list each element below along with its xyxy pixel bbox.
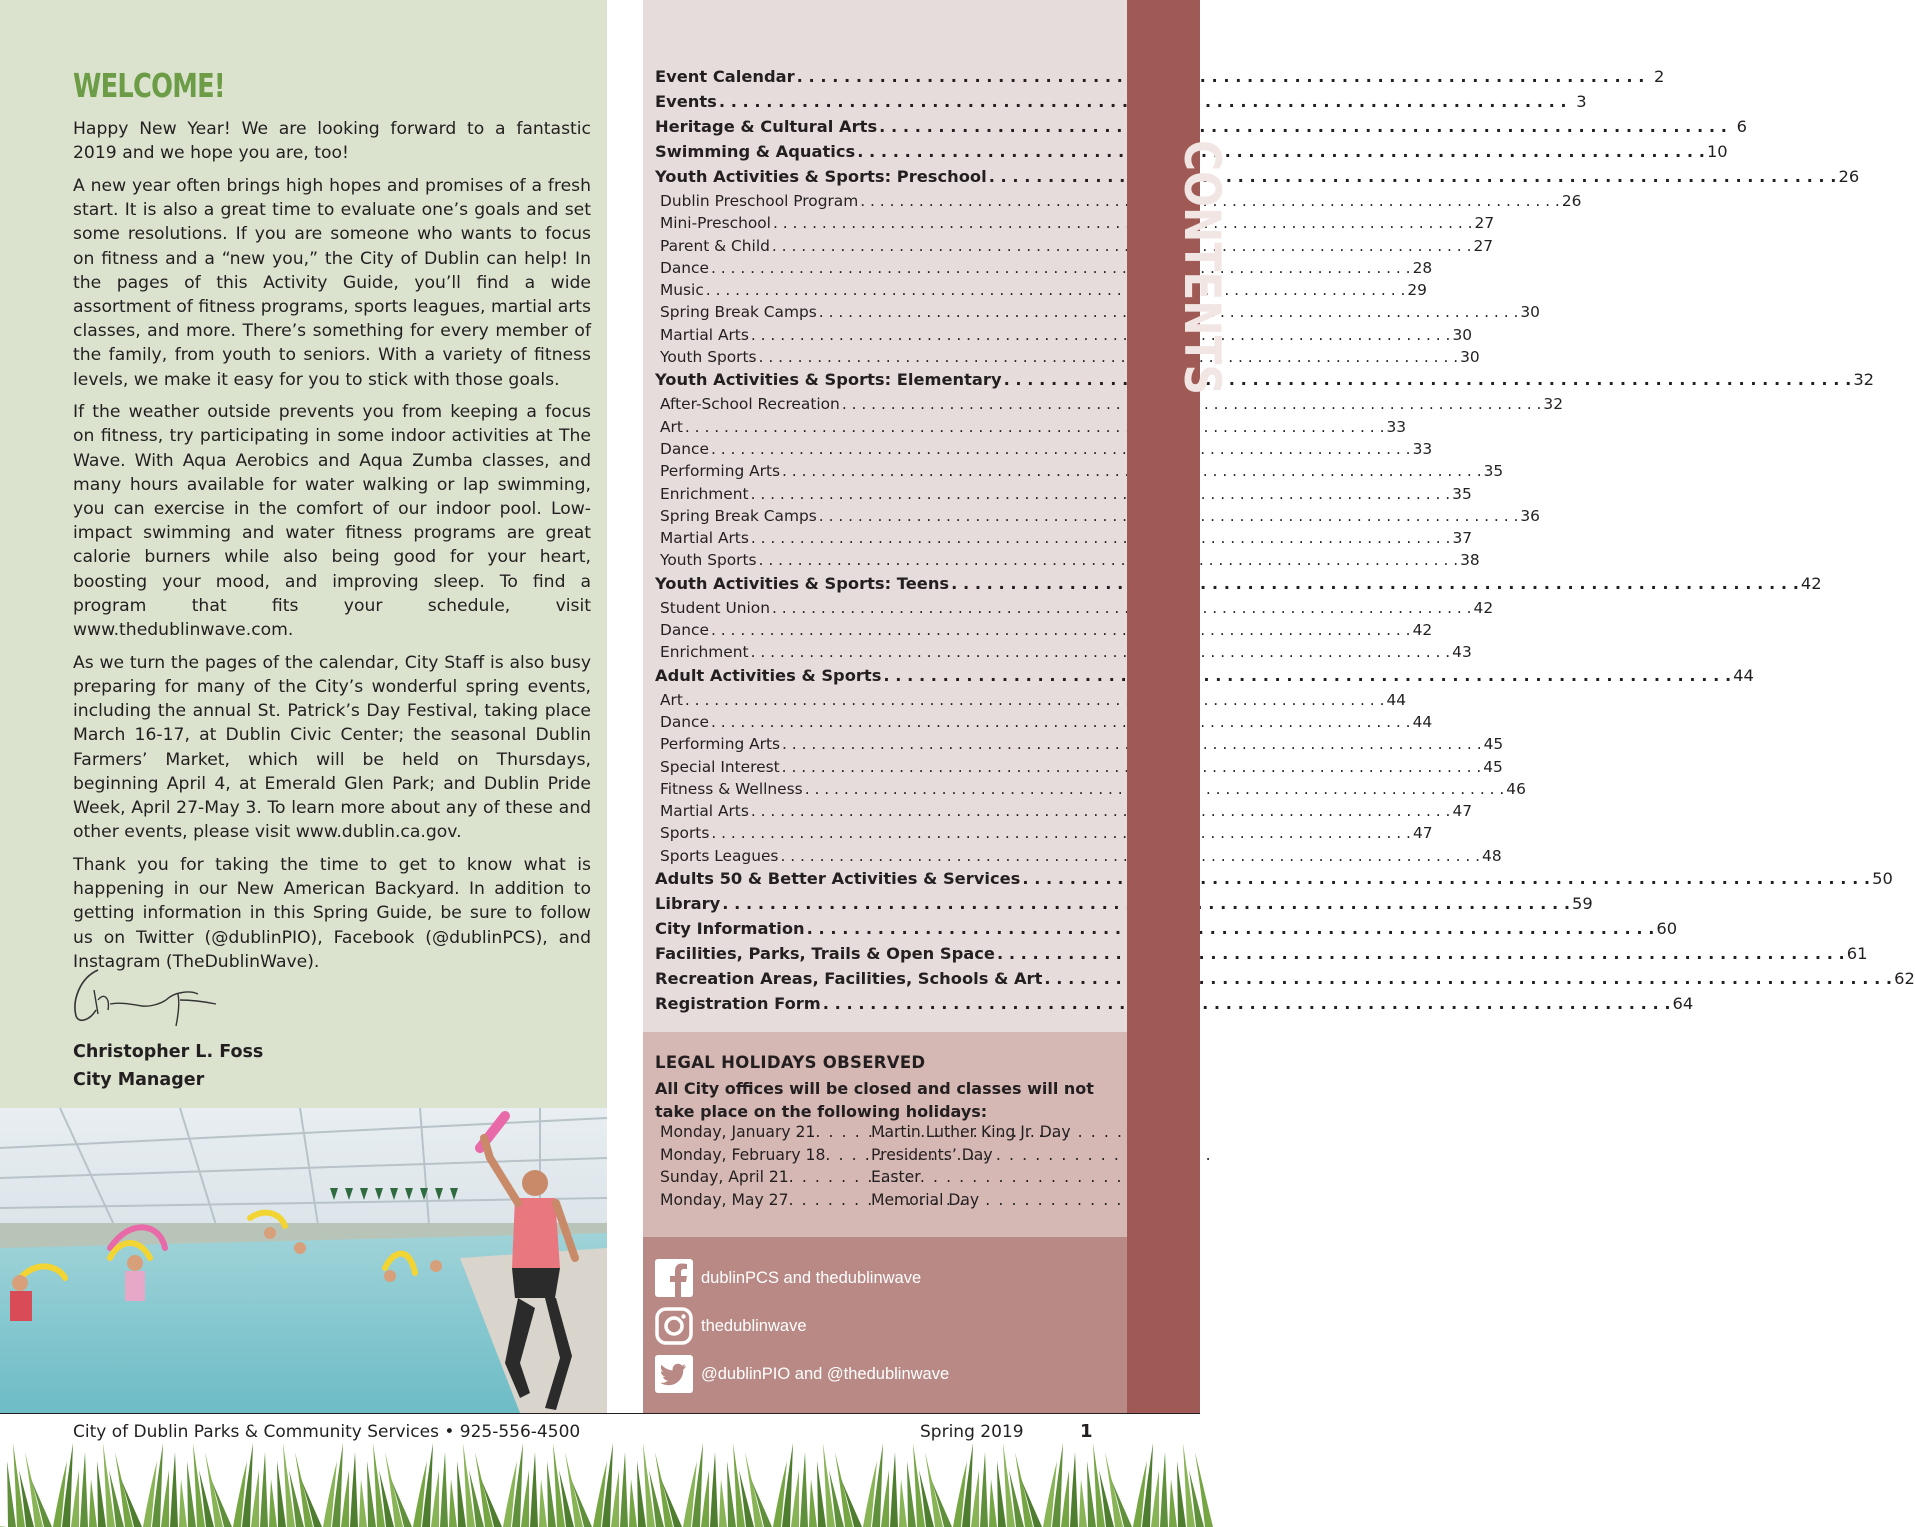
facebook-icon <box>655 1259 693 1297</box>
aqua-fitness-photo <box>0 1108 607 1413</box>
toc-page-number: 37 <box>1452 529 1473 548</box>
toc-label: Martial Arts <box>660 325 749 344</box>
toc-label: Parent & Child <box>660 236 770 255</box>
toc-page-number: 2 <box>1654 67 1665 86</box>
grass-blade <box>103 1443 115 1527</box>
grass-blade <box>1070 1452 1078 1527</box>
page-number: 1 <box>1080 1421 1093 1442</box>
toc-subsection <box>655 281 1427 303</box>
toc-section <box>655 919 1678 944</box>
grass-decoration <box>0 1440 1200 1527</box>
toc-label: Dance <box>660 712 709 731</box>
toc-label: Performing Arts <box>660 735 781 754</box>
grass-blade <box>1169 1479 1177 1527</box>
grass-blade <box>791 1470 799 1527</box>
toc-subsection <box>655 824 1433 846</box>
toc-leader-dots <box>989 167 1837 186</box>
grass-blade <box>611 1470 619 1527</box>
grass-blade <box>530 1452 538 1527</box>
toc-page-number: 27 <box>1474 214 1495 233</box>
toc-label: Library <box>655 894 721 914</box>
grass-blade <box>989 1479 997 1527</box>
social-instagram[interactable] <box>655 1307 807 1345</box>
grass-blade <box>539 1479 547 1527</box>
toc-subsection <box>655 303 1540 325</box>
toc-leader-dots <box>879 117 1727 136</box>
grass-blade <box>971 1470 979 1527</box>
holiday-date: Sunday, April 21 <box>660 1168 789 1187</box>
toc-section <box>655 869 1893 894</box>
toc-section <box>655 92 1587 117</box>
grass-blade <box>193 1443 205 1527</box>
toc-label: Spring Break Camps <box>660 506 817 525</box>
toc-label: Special Interest <box>660 757 780 776</box>
holiday-leader-dots <box>789 1191 1176 1214</box>
social-instagram-text: thedublinwave <box>701 1316 807 1335</box>
welcome-heading: WELCOME! <box>73 66 225 105</box>
toc-label: After-School Recreation <box>660 395 840 414</box>
toc-subsection <box>655 439 1433 462</box>
toc-label: Youth Sports <box>660 551 757 570</box>
grass-blade <box>710 1452 718 1527</box>
toc-page-number: 42 <box>1473 598 1494 617</box>
holiday-date-cell <box>660 1123 871 1146</box>
toc-page-number: 47 <box>1412 824 1433 843</box>
toc-label: Heritage & Cultural Arts <box>655 117 878 136</box>
toc-label: Music <box>660 281 704 300</box>
toc-leader-dots <box>751 485 1451 503</box>
toc-page-number: 64 <box>1672 994 1694 1014</box>
toc-section <box>655 370 1875 395</box>
grass-blade <box>359 1479 367 1527</box>
toc-leader-dots <box>751 643 1451 661</box>
toc-page-number: 10 <box>1706 142 1728 161</box>
grass-blade <box>89 1479 97 1527</box>
toc-leader-dots <box>711 824 1411 842</box>
grass-blade <box>269 1479 277 1527</box>
toc-page-number: 45 <box>1483 757 1503 776</box>
toc-leader-dots <box>773 214 1473 232</box>
toc-section <box>655 994 1694 1019</box>
grass-blade <box>440 1452 448 1527</box>
toc-label: Dance <box>660 439 709 458</box>
toc-subsection <box>655 735 1504 757</box>
toc-page-number: 38 <box>1460 551 1480 570</box>
toc-label: Facilities, Parks, Trails & Open Space <box>655 944 995 964</box>
toc-label: Recreation Areas, Facilities, Schools & Art <box>655 969 1043 989</box>
grass-blade <box>643 1443 655 1527</box>
letter-paragraph: A new year often brings high hopes and promises of a fresh start. It is also a great time to evaluate one’s goals and set some resolutions. If you are someone who wants to focus on fitness and a “new you,” the City of Dublin can help! In the pages of this Activity Guide, you’ll find a wide assortment of fitness programs, sports leagues, martial arts classes, and more. There’s something for every member of the family, from youth to seniors. With a variety of fitness levels, we make it easy for you to stick with those goals. <box>73 175 591 390</box>
toc-leader-dots <box>711 713 1411 731</box>
toc-leader-dots <box>823 994 1671 1013</box>
toc-subsection <box>655 192 1582 214</box>
signer-block <box>73 1038 263 1094</box>
grass-blade <box>13 1443 25 1527</box>
social-facebook[interactable] <box>655 1259 921 1297</box>
toc-label: Sports Leagues <box>660 846 779 865</box>
holiday-name: Easter <box>871 1168 921 1187</box>
holiday-date: Monday, January 21 <box>660 1123 816 1141</box>
toc-label: Spring Break Camps <box>660 303 817 322</box>
toc-section <box>655 969 1915 994</box>
holiday-row <box>660 1146 1090 1169</box>
grass-blade <box>260 1452 268 1527</box>
toc-subsection <box>655 258 1433 281</box>
toc-leader-dots <box>751 529 1451 547</box>
social-facebook-text: dublinPCS and thedublinwave <box>701 1268 922 1287</box>
toc-page-number: 26 <box>1838 167 1860 186</box>
holidays-title: LEGAL HOLIDAYS OBSERVED <box>655 1053 926 1072</box>
footer-organization: City of Dublin Parks & Community Services • 925-556-4500 <box>73 1422 581 1442</box>
signer-name: Christopher L. Foss <box>73 1042 264 1062</box>
toc-subsection <box>655 484 1472 507</box>
grass-blade <box>800 1452 808 1527</box>
toc-leader-dots <box>685 691 1385 709</box>
grass-blade <box>161 1470 169 1527</box>
toc-page-number: 26 <box>1561 192 1582 210</box>
signature-image <box>70 960 220 1032</box>
toc-section <box>655 894 1593 919</box>
holidays-list <box>660 1123 1090 1213</box>
letter-paragraph: Happy New Year! We are looking forward to a fantastic 2019 and we hope you are, too! <box>73 119 591 164</box>
toc-label: Event Calendar <box>655 67 795 86</box>
grass-blade <box>449 1479 457 1527</box>
holiday-date: Monday, May 27 <box>660 1190 789 1209</box>
toc-page-number: 46 <box>1506 779 1526 798</box>
letter-paragraph: As we turn the pages of the calendar, City Staff is also busy preparing for many of the City’s wonderful spring events, including the annual St. Patrick’s Day Festival, taking place March 16-17, at Dublin Civic Center; the seasonal Dublin Farmers’ Market, which will be held on Thursdays, beginning April 4, at Emerald Glen Park; and Dublin Pride Week, April 27-May 3. To learn more about any of these and other events, please visit www.dublin.ca.gov. <box>73 652 591 843</box>
toc-label: Dance <box>660 258 709 277</box>
grass-blade <box>283 1443 295 1527</box>
footer-season: Spring 2019 <box>920 1422 1024 1442</box>
toc-leader-dots <box>706 281 1406 299</box>
toc-subsection <box>655 348 1480 370</box>
toc-label: Art <box>660 690 683 709</box>
toc-leader-dots <box>807 919 1655 938</box>
holiday-row <box>660 1168 1090 1191</box>
grass-blade <box>179 1479 187 1527</box>
toc-subsection <box>655 712 1433 735</box>
toc-leader-dots <box>857 142 1705 161</box>
toc-label: Student Union <box>660 598 770 617</box>
toc-section <box>655 665 1754 691</box>
grass-blade <box>350 1452 358 1527</box>
grass-blade <box>890 1452 898 1527</box>
toc-page-number: 36 <box>1520 506 1540 525</box>
grass-blade <box>980 1452 988 1527</box>
grass-blade <box>553 1443 565 1527</box>
grass-blade <box>719 1479 727 1527</box>
toc-page-number: 60 <box>1656 919 1678 939</box>
toc-label: Sports <box>660 824 710 843</box>
toc-page-number: 3 <box>1576 92 1587 111</box>
twitter-icon <box>655 1355 693 1393</box>
toc-page-number: 50 <box>1872 869 1893 889</box>
grass-blade <box>1079 1479 1087 1527</box>
toc-page-number: 33 <box>1412 439 1433 458</box>
toc-label: Performing Arts <box>660 462 781 481</box>
toc-page-number: 62 <box>1894 969 1915 989</box>
toc-page-number: 59 <box>1572 894 1593 914</box>
toc-label: Martial Arts <box>660 529 749 548</box>
toc-leader-dots <box>711 259 1411 277</box>
toc-section <box>655 944 1868 969</box>
toc-leader-dots <box>751 326 1451 344</box>
toc-label: Youth Activities & Sports: Teens <box>655 573 950 593</box>
toc-page-number: 47 <box>1452 802 1473 821</box>
toc-leader-dots <box>759 348 1459 366</box>
holiday-row <box>660 1191 1090 1214</box>
toc-leader-dots <box>772 599 1472 617</box>
toc-page-number: 30 <box>1452 325 1473 344</box>
toc-page-number: 30 <box>1520 303 1540 322</box>
social-twitter-text: @dublinPIO and @thedublinwave <box>701 1364 950 1383</box>
toc-subsection <box>655 236 1494 259</box>
holiday-name: Martin Luther King Jr. Day <box>871 1123 1071 1141</box>
toc-label: Mini-Preschool <box>660 214 771 233</box>
grass-blade <box>1151 1470 1159 1527</box>
grass-blade <box>809 1479 817 1527</box>
toc-subsection <box>655 462 1504 484</box>
contents-title-text: CONTENTS <box>1173 140 1231 442</box>
grass-blade <box>251 1470 259 1527</box>
toc-label: Dance <box>660 621 709 640</box>
toc-label: Dublin Preschool Program <box>660 192 859 210</box>
toc-subsection <box>655 690 1407 713</box>
toc-leader-dots <box>772 237 1472 255</box>
toc-page-number: 44 <box>1386 690 1407 709</box>
toc-page-number: 35 <box>1483 462 1504 481</box>
grass-blade <box>1183 1443 1195 1527</box>
toc-subsection <box>655 802 1473 824</box>
grass-blade <box>71 1470 79 1527</box>
toc-page-number: 29 <box>1407 281 1427 300</box>
toc-subsection <box>655 417 1407 440</box>
footer-rule <box>0 1413 1200 1414</box>
toc-label: Youth Activities & Sports: Elementary <box>655 370 1002 390</box>
holiday-date-cell <box>660 1168 871 1191</box>
holiday-date: Monday, February 18 <box>660 1145 826 1164</box>
holiday-date-cell <box>660 1146 871 1169</box>
toc-section <box>655 573 1822 599</box>
grass-blade <box>1093 1443 1105 1527</box>
toc-page-number: 42 <box>1800 573 1822 593</box>
grass-blade <box>80 1452 88 1527</box>
signer-title: City Manager <box>73 1070 205 1090</box>
toc-page-number: 6 <box>1736 117 1747 136</box>
grass-blade <box>170 1452 178 1527</box>
toc-page-number: 61 <box>1846 944 1868 964</box>
toc-page-number: 32 <box>1853 370 1875 390</box>
toc-subsection <box>655 846 1502 869</box>
toc-subsection <box>655 325 1473 348</box>
toc-label: Youth Activities & Sports: Preschool <box>655 167 987 186</box>
toc-label: Events <box>655 92 717 111</box>
toc-label: Registration Form <box>655 994 821 1014</box>
holiday-name: Memorial Day <box>871 1190 980 1209</box>
toc-leader-dots <box>997 944 1845 963</box>
toc-page-number: 45 <box>1483 735 1504 754</box>
grass-blade <box>1061 1470 1069 1527</box>
toc-leader-dots <box>797 67 1645 86</box>
toc-page-number: 48 <box>1482 846 1502 865</box>
grass-blade <box>341 1470 349 1527</box>
holiday-row <box>660 1123 1090 1146</box>
grass-blade <box>701 1470 709 1527</box>
toc-section <box>655 117 1747 142</box>
toc-section <box>655 142 1728 167</box>
toc-section <box>655 67 1665 92</box>
letter-paragraph: Thank you for taking the time to get to know what is happening in our New American Backyard. In addition to getting information in this Spring Guide, be sure to follow us on Twitter (@dublinPIO), Facebook (@dublinPCS), and Instagram (TheDublinWave). <box>73 854 591 972</box>
toc-label: City Information <box>655 919 805 939</box>
holiday-name: Presidents’ Day <box>871 1145 993 1164</box>
grass-blade <box>913 1443 925 1527</box>
toc-leader-dots <box>711 440 1411 458</box>
toc-subsection <box>655 757 1503 780</box>
toc-label: Enrichment <box>660 484 749 503</box>
toc-page-number: 42 <box>1412 621 1433 640</box>
social-twitter[interactable] <box>655 1355 949 1393</box>
grass-blade <box>521 1470 529 1527</box>
grass-blade <box>823 1443 835 1527</box>
grass-blade <box>899 1479 907 1527</box>
toc-subsection <box>655 643 1472 665</box>
grass-blade <box>620 1452 628 1527</box>
toc-page-number: 32 <box>1543 395 1564 414</box>
holiday-leader-dots <box>789 1168 1176 1191</box>
grass-blade <box>1160 1452 1168 1527</box>
grass-blade <box>1003 1443 1015 1527</box>
toc-subsection <box>655 506 1540 529</box>
toc-page-number: 30 <box>1460 348 1480 367</box>
grass-blade <box>463 1443 475 1527</box>
toc-label: Enrichment <box>660 643 749 662</box>
toc-page-number: 44 <box>1412 712 1433 731</box>
toc-subsection <box>655 214 1495 236</box>
toc-page-number: 35 <box>1452 484 1472 503</box>
toc-leader-dots <box>883 666 1731 685</box>
toc-subsection <box>655 598 1494 621</box>
toc-label: Art <box>660 417 683 436</box>
toc-label: Adult Activities & Sports <box>655 665 882 685</box>
holidays-note: All City offices will be closed and classes will not take place on the following holidays: <box>655 1079 1094 1121</box>
grass-blade <box>881 1470 889 1527</box>
toc-subsection <box>655 621 1433 643</box>
toc-leader-dots <box>711 621 1411 639</box>
toc-leader-dots <box>759 551 1459 569</box>
contents-tab-title <box>1127 70 1231 442</box>
grass-blade <box>629 1479 637 1527</box>
toc-label: Adults 50 & Better Activities & Services <box>655 869 1021 889</box>
toc-subsection <box>655 779 1526 802</box>
toc-section <box>655 167 1860 192</box>
toc-page-number: 43 <box>1452 643 1472 662</box>
toc-label: Martial Arts <box>660 802 749 821</box>
letter-paragraph: If the weather outside prevents you from keeping a focus on fitness, try participating in some indoor activities at The Wave. With Aqua Aerobics and Aqua Zumba classes, and many hours available for water walking or lap swimming, you can exercise in the comfort of our indoor pool. Low-impact swimming and water fitness programs are great calorie burners while also being good for your heart, boosting your mood, and improving sleep. To find a program that fits your schedule, visit www.thedublinwave.com. <box>73 402 591 641</box>
instagram-icon <box>655 1307 693 1345</box>
grass-blade <box>431 1470 439 1527</box>
toc-page-number: 33 <box>1386 417 1407 436</box>
toc-subsection <box>655 395 1564 417</box>
toc-leader-dots <box>751 802 1451 820</box>
toc-leader-dots <box>951 574 1799 593</box>
toc-page-number: 27 <box>1473 236 1494 255</box>
grass-blade <box>733 1443 745 1527</box>
toc-page-number: 44 <box>1733 665 1754 685</box>
toc-label: Youth Sports <box>660 348 757 367</box>
holiday-date-cell <box>660 1191 871 1214</box>
toc-page-number: 28 <box>1412 258 1433 277</box>
toc-subsection <box>655 529 1473 551</box>
welcome-letter <box>73 117 591 982</box>
toc-leader-dots <box>685 418 1385 436</box>
toc-subsection <box>655 551 1480 573</box>
toc-label: Fitness & Wellness <box>660 779 803 798</box>
grass-blade <box>373 1443 385 1527</box>
toc-label: Swimming & Aquatics <box>655 142 856 161</box>
